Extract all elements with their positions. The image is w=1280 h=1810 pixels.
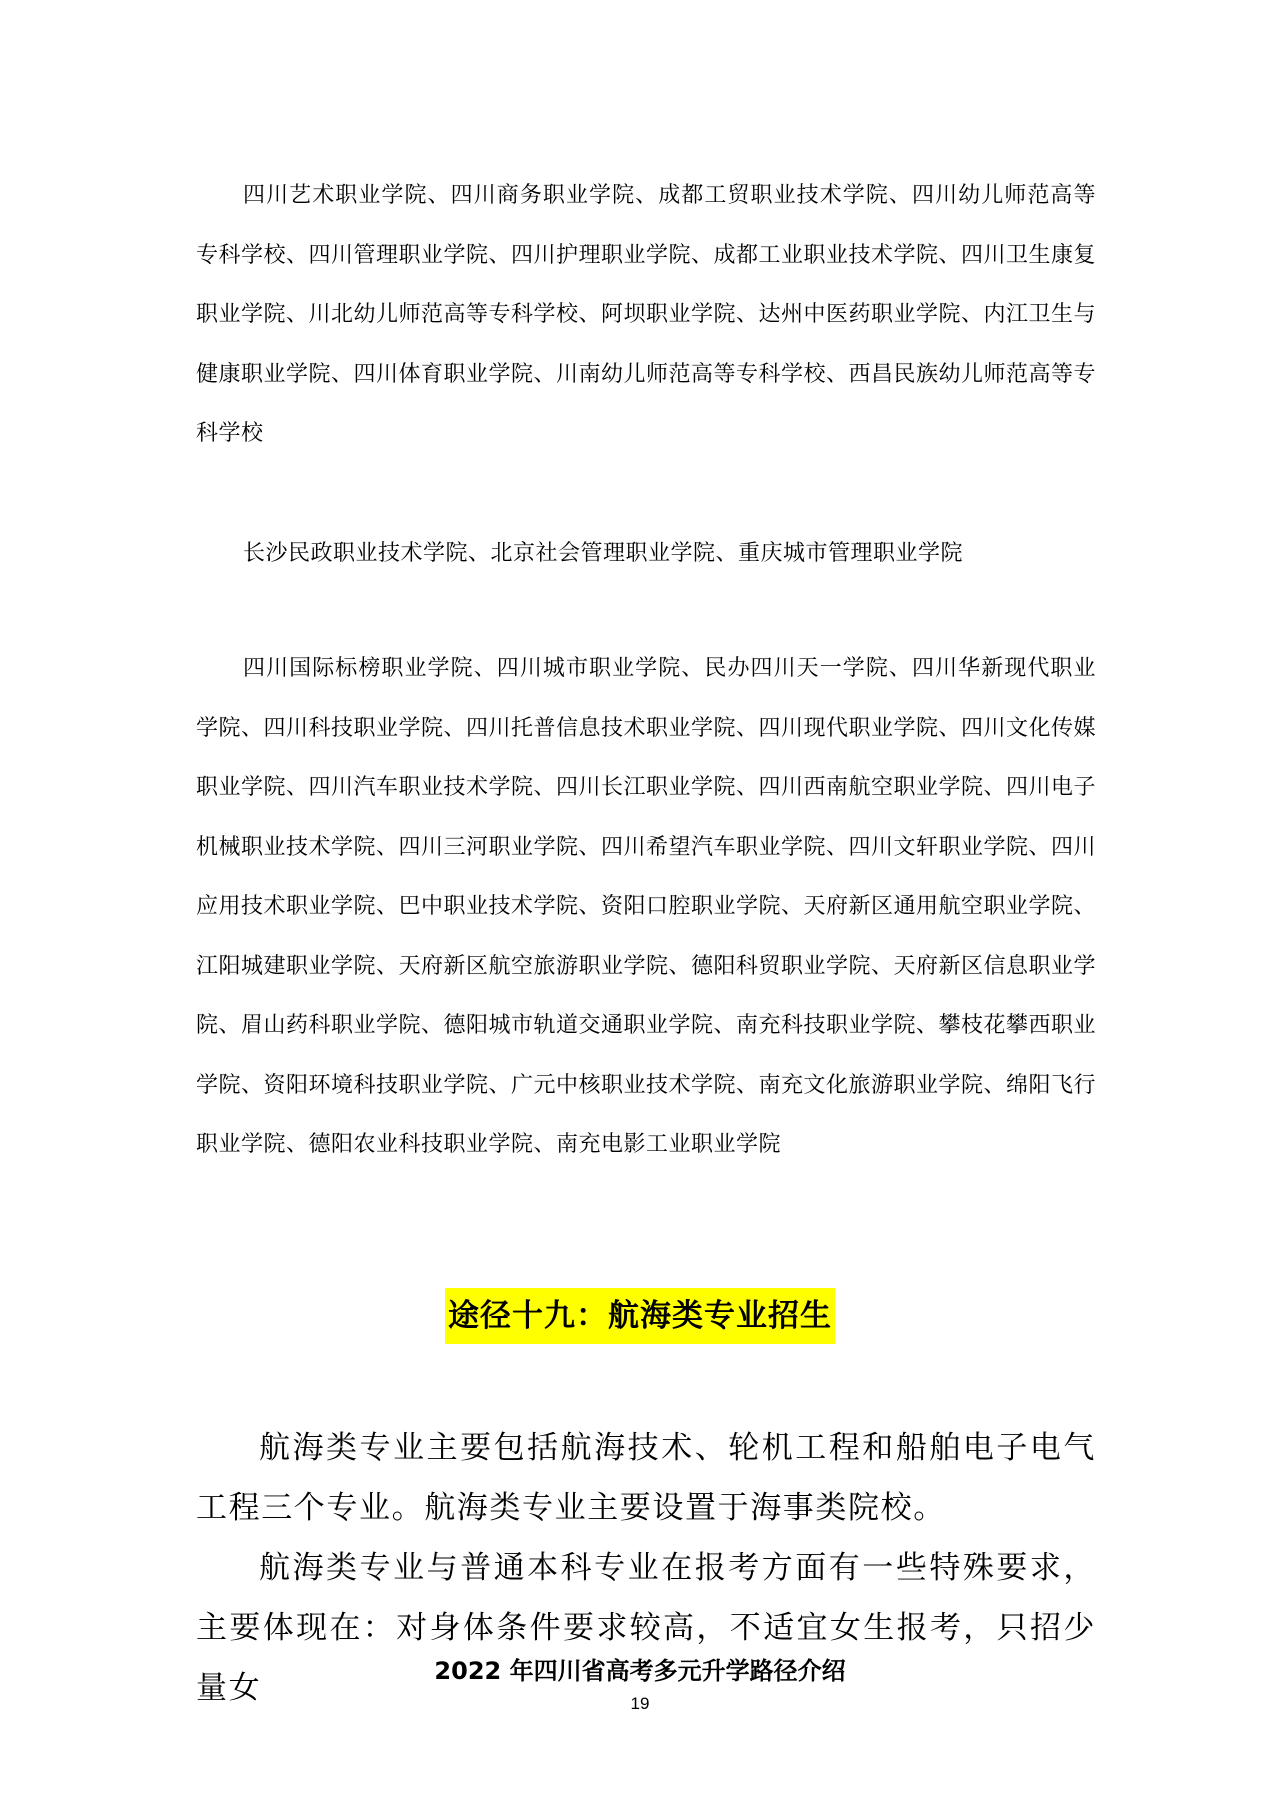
page-number: 19	[630, 1694, 650, 1713]
section-heading: 途径十九：航海类专业招生	[445, 1288, 835, 1344]
school-list-paragraph-2: 长沙民政职业技术学院、北京社会管理职业学院、重庆城市管理职业学院	[243, 541, 964, 566]
school-list-paragraph-1: 四川艺术职业学院、四川商务职业学院、成都工贸职业技术学院、四川幼儿师范高等专科学校、四川管理职业学院、四川护理职业学院、成都工业职业技术学院、四川卫生康复职业学院、川北幼儿师范高等专科学校、阿坝职业学院、达州中医药职业学院、内江卫生与健康职业学院、四川体育职业学院、川南幼儿师范高等专科学校、西昌民族幼儿师范高等专科学校	[196, 183, 1097, 446]
footer-title: 2022 年四川省高考多元升学路径介绍	[434, 1657, 846, 1685]
section-heading-container	[0, 1288, 1280, 1344]
body-paragraph-2: 航海类专业与普通本科专业在报考方面有一些特殊要求，主要体现在：对身体条件要求较高，不适宜女生报考，只招少量女	[196, 1550, 1096, 1706]
school-list-paragraph-3: 四川国际标榜职业学院、四川城市职业学院、民办四川天一学院、四川华新现代职业学院、四川科技职业学院、四川托普信息技术职业学院、四川现代职业学院、四川文化传媒职业学院、四川汽车职业技术学院、四川长江职业学院、四川西南航空职业学院、四川电子机械职业技术学院、四川三河职业学院、四川希望汽车职业学院、四川文轩职业学院、四川应用技术职业学院、巴中职业技术学院、资阳口腔职业学院、天府新区通用航空职业学院、江阳城建职业学院、天府新区航空旅游职业学院、德阳科贸职业学院、天府新区信息职业学院、眉山药科职业学院、德阳城市轨道交通职业学院、南充科技职业学院、攀枝花攀西职业学院、资阳环境科技职业学院、广元中核职业技术学院、南充文化旅游职业学院、绵阳飞行职业学院、德阳农业科技职业学院、南充电影工业职业学院	[196, 656, 1097, 1157]
body-paragraph-1: 航海类专业主要包括航海技术、轮机工程和船舶电子电气工程三个专业。航海类专业主要设置于海事类院校。	[196, 1430, 1096, 1526]
